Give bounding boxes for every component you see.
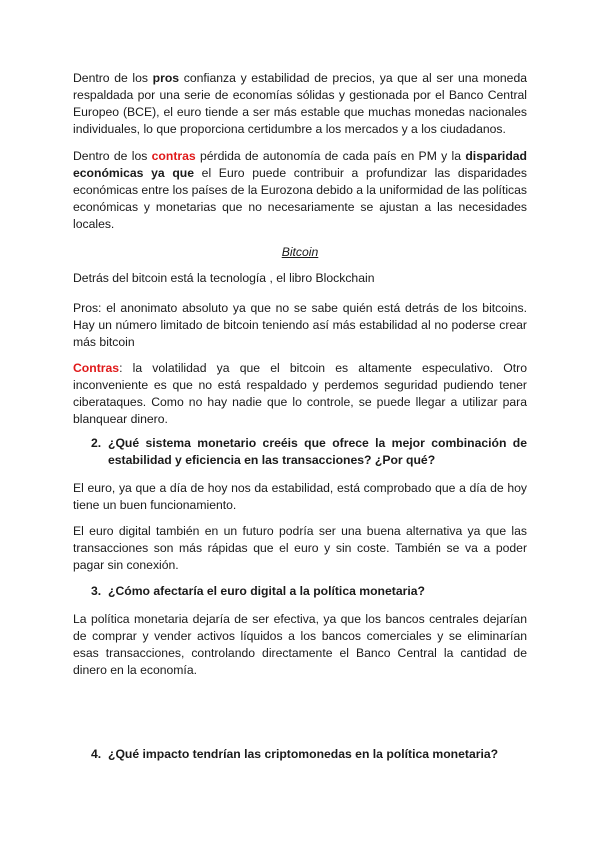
question-3-number: 3. (91, 584, 102, 598)
bitcoin-intro: Detrás del bitcoin está la tecnología , el libro Blockchain (73, 271, 375, 285)
question-3 (91, 583, 527, 600)
answer-2a: El euro, ya que a día de hoy nos da estabilidad, está comprobado que a día de hoy tiene un buen funcionamiento. (73, 481, 527, 512)
question-3-text: ¿Cómo afectaría el euro digital a la política monetaria? (108, 584, 425, 598)
bitcoin-contras-text: : la volatilidad ya que el bitcoin es altamente especulativo. Otro inconveniente es que no está respaldado y perdemos seguridad pudiendo tener ciberataques. Como no hay nadie que lo controle, se puede llegar a utilizar para blanquear dinero. (73, 361, 527, 426)
question-2-text: ¿Qué sistema monetario creéis que ofrece la mejor combinación de estabilidad y eficiencia en las transacciones? ¿Por qué? (108, 436, 527, 467)
pros-keyword: pros (152, 71, 180, 85)
question-2-number: 2. (91, 436, 102, 450)
bitcoin-title: Bitcoin (281, 245, 319, 259)
bitcoin-pros: Pros: el anonimato absoluto ya que no se sabe quién está detrás de los bitcoins. Hay un número limitado de bitcoin teniendo así más estabilidad al no poderse crear más bitcoin (73, 301, 527, 349)
answer-3: La política monetaria dejaría de ser efectiva, ya que los bancos centrales dejarían de comprar y vender activos líquidos a los bancos comerciales y se eliminarían esas transacciones, controlando directamente el Banco Central la cantidad de dinero en la economía. (73, 612, 527, 677)
bitcoin-contras-keyword: Contras (73, 361, 120, 375)
contras-lead: Dentro de los (73, 149, 152, 163)
contras-keyword: contras (151, 149, 196, 163)
question-4-text: ¿Qué impacto tendrían las criptomonedas en la política monetaria? (108, 747, 499, 761)
contras-paragraph (73, 148, 527, 233)
bitcoin-contras (73, 360, 527, 428)
answer-2b: El euro digital también en un futuro podría ser una buena alternativa ya que las transacciones son más rápidas que el euro y sin coste. También se va a poder pagar sin conexión. (73, 524, 527, 572)
question-4 (91, 746, 527, 763)
question-2 (91, 435, 527, 469)
pros-text: confianza y estabilidad de precios, ya que al ser una moneda respaldada por una serie de economías sólidas y gestionada por el Banco Central Europeo (BCE), el euro tiende a ser más estable que muchas monedas nacionales individuales, lo que proporciona certidumbre a los mercados y a los ciudadanos. (73, 71, 528, 136)
contras-bold-phrase: disparidad económicas ya que (73, 149, 527, 180)
contras-middle: pérdida de autonomía de cada país en PM y la (195, 149, 466, 163)
pros-paragraph (73, 70, 527, 138)
pros-lead: Dentro de los (73, 71, 153, 85)
question-4-number: 4. (91, 747, 102, 761)
contras-text: el Euro puede contribuir a profundizar las disparidades económicas entre los países de la Eurozona debido a la uniformidad de las políticas económicas y monetarias que no necesariamente se ajustan a las necesidades locales. (73, 166, 527, 231)
